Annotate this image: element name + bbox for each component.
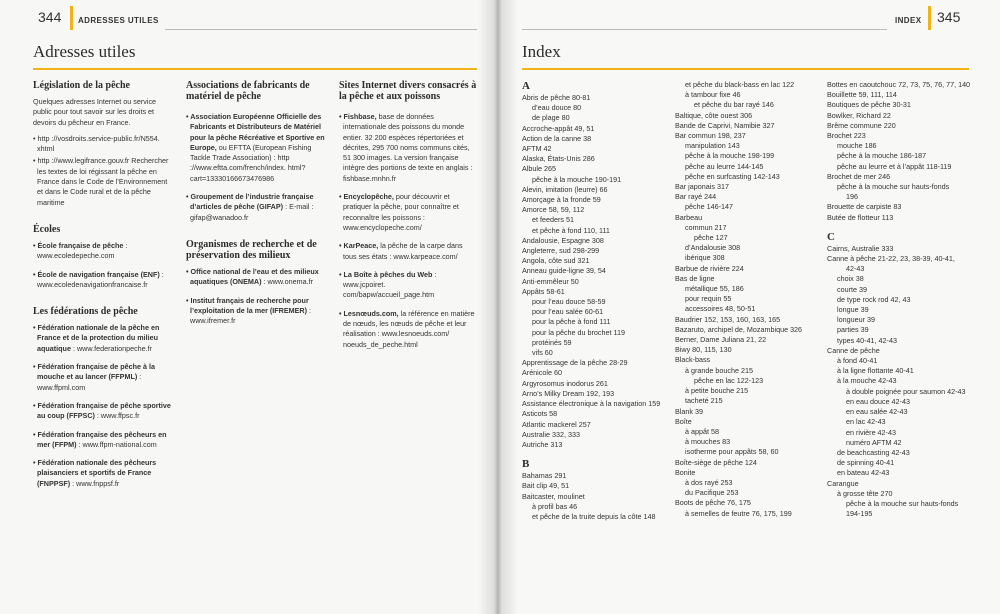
index-entry: Bazaruto, archipel de, Mozambique 326: [675, 324, 803, 334]
page-title: Adresses utiles: [33, 42, 136, 61]
index-entry: ibérique 308: [685, 253, 725, 263]
index-entry: en eau salée 42-43: [846, 407, 908, 417]
list-item: • Institut français de recherche pour l’exploitation de la mer (IFREMER) : www.ifremer.fr: [186, 295, 312, 326]
index-entry: parties 39: [837, 325, 869, 335]
index-entry: numéro AFTM 42: [846, 437, 902, 447]
index-entry: courte 39: [837, 284, 867, 294]
index-entry: choix 38: [837, 274, 864, 284]
index-entry: Alevin, imitation (leurre) 66: [522, 184, 608, 194]
link-legifrance[interactable]: • http ://www.legifrance.gouv.fr Rechercher les textes de loi régissant la pêche en France dans le Code de l’Environnement et dans le Code rural et de la pêche maritime: [33, 156, 169, 207]
index-entry: longue 39: [837, 305, 869, 315]
index-column-1: [522, 80, 672, 522]
index-entry: pêche au leurre et à l’appât 118-119: [837, 161, 952, 171]
index-entry: pêche en lac 122-123: [694, 375, 764, 385]
index-entry: Canne de pêche: [827, 345, 880, 355]
index-entry: 196: [846, 192, 858, 202]
running-header: ADRESSES UTILES: [78, 16, 159, 25]
index-entry: pêche à la mouche 186-187: [837, 151, 927, 161]
index-entry: 194-195: [846, 509, 873, 519]
index-entry: Angola, côte sud 321: [522, 256, 590, 266]
index-column-2: [675, 80, 827, 519]
index-entry: Assistance électronique à la navigation 159: [522, 399, 661, 409]
index-letter-heading: C: [827, 230, 835, 243]
index-entry: Butée de flotteur 113: [827, 212, 894, 222]
header-rule: [522, 29, 887, 30]
list-item: • Fédération française des pêcheurs en mer (FFPM) : www.ffpm-national.com: [33, 429, 167, 449]
index-entry: Asticots 58: [522, 409, 558, 419]
index-entry: de beachcasting 42-43: [837, 447, 910, 457]
index-column-3: [827, 80, 977, 519]
index-entry: pour l’eau salée 60-61: [532, 307, 604, 317]
index-entry: à appât 58: [685, 426, 719, 436]
index-entry: Bar rayé 244: [675, 192, 717, 202]
section-heading-sites: Sites Internet divers consacrés à la pêche et aux poissons: [339, 80, 477, 102]
left-page: [0, 0, 497, 614]
index-entry: pêche au leurre 144-145: [685, 161, 764, 171]
index-entry: commun 217: [685, 222, 727, 232]
list-item: • Groupement de l’industrie française d’articles de pêche (GIFAP) : E-mail : gifap@wanadoo.fr: [186, 192, 314, 222]
index-entry: Boîte: [675, 416, 692, 426]
index-entry: Berner, Dame Juliana 21, 22: [675, 335, 767, 345]
list-item: • Fishbase, base de données internationale des poissons du monde entier. 32 200 espèces répertoriées et décrites, 295 700 noms communs cités, 51 300 images. La version française intègre des portions de texte en anglais : fishbase.mnhn.fr: [339, 112, 473, 183]
index-entry: Brochet 223: [827, 131, 866, 141]
list-item: • Fédération française de pêche à la mouche et au lancer (FFPML) : www.ffpml.com: [33, 362, 155, 392]
index-entry: Autriche 313: [522, 439, 563, 449]
folio-accent-bar: [928, 6, 931, 30]
index-entry: du Pacifique 253: [685, 488, 739, 498]
index-entry: Bottes en caoutchouc 72, 73, 75, 76, 77, 140: [827, 80, 971, 89]
right-page: [497, 0, 1000, 614]
index-entry: Bait clip 49, 51: [522, 481, 570, 491]
index-entry: Cairns, Australie 333: [827, 243, 894, 253]
list-item: • Lesnœuds.com, la référence en matière de nœuds, les nœuds de pêche et leur réalisation : www.lesnoeuds.com/ noeuds_de_peche.html: [339, 308, 475, 349]
index-entry: Brochet de mer 246: [827, 171, 891, 181]
index-entry: Amorce 58, 59, 112: [522, 205, 585, 215]
index-entry: à fond 40-41: [837, 356, 878, 366]
legislation-intro: Quelques adresses Internet ou service public pour tout savoir sur les droits et devoirs du pêcheur en France.: [33, 97, 157, 127]
index-entry: d’Andalousie 308: [685, 243, 741, 253]
index-entry: Bowlker, Richard 22: [827, 110, 891, 120]
list-item: • École française de pêche : www.ecoledepeche.com: [33, 240, 128, 261]
index-entry: Atlantic mackerel 257: [522, 419, 591, 429]
title-underline: [33, 68, 477, 70]
index-entry: Baudrier 152, 153, 160, 163, 165: [675, 314, 781, 324]
left-column-3: [339, 80, 477, 358]
index-entry: de type rock rod 42, 43: [837, 294, 911, 304]
index-entry: Black-bass: [675, 355, 711, 365]
index-entry: Biwy 80, 115, 130: [675, 345, 732, 355]
index-entry: à la mouche 42-43: [837, 376, 897, 386]
title-underline: [522, 68, 969, 70]
list-item: • Fédération nationale de la pêche en France et de la protection du milieu aquatique : www.federationpeche.fr: [33, 323, 160, 353]
index-entry: manipulation 143: [685, 141, 740, 151]
running-header: INDEX: [895, 16, 922, 25]
page-number: 345: [937, 9, 961, 25]
index-entry: pêche à la mouche sur hauts-fonds: [846, 498, 959, 508]
section-heading-associations: Associations de fabricants de matériel de pêche: [186, 80, 310, 102]
section-heading-ecoles: Écoles: [33, 223, 61, 235]
index-entry: Baltique, côte ouest 306: [675, 110, 753, 120]
index-entry: Carangue: [827, 478, 859, 488]
index-entry: en rivière 42-43: [846, 427, 896, 437]
index-entry: pour l’eau douce 58-59: [532, 297, 606, 307]
index-entry: à semelles de feutre 76, 175, 199: [685, 508, 792, 518]
index-entry: en eau douce 42-43: [846, 396, 910, 406]
index-entry: longueur 39: [837, 315, 875, 325]
index-entry: pêche 146-147: [685, 202, 733, 212]
index-entry: pêche à la mouche sur hauts-fonds: [837, 182, 950, 192]
index-entry: Boutiques de pêche 30-31: [827, 100, 911, 110]
index-entry: Argyrosomus inodorus 261: [522, 378, 608, 388]
index-entry: types 40-41, 42-43: [837, 335, 897, 345]
index-entry: Appâts 58-61: [522, 286, 565, 296]
list-item: • La Boîte à pêches du Web : www.jcpoiret. com/bapw/accueil_page.htm: [339, 269, 437, 300]
index-entry: Bar commun 198, 237: [675, 131, 746, 141]
index-entry: AFTM 42: [522, 144, 552, 154]
index-entry: à grande bouche 215: [685, 365, 753, 375]
index-entry: à double poignée pour saumon 42-43: [846, 386, 966, 396]
index-entry: Anneau guide-ligne 39, 54: [522, 266, 606, 276]
index-entry: Angleterre, sud 298-299: [522, 246, 600, 256]
index-entry: et pêche du bar rayé 146: [694, 100, 774, 110]
page-number: 344: [38, 9, 62, 25]
index-entry: en bateau 42-43: [837, 468, 890, 478]
index-entry: Boîte-siège de pêche 124: [675, 457, 757, 467]
index-entry: à grosse tête 270: [837, 488, 893, 498]
index-entry: et pêche de la truite depuis la côte 148: [532, 511, 656, 521]
index-entry: à tambour fixe 46: [685, 90, 741, 100]
index-entry: pêche à la mouche 198-199: [685, 151, 775, 161]
index-entry: en lac 42-43: [846, 417, 886, 427]
index-entry: Brême commune 220: [827, 120, 896, 130]
index-entry: pêche en surfcasting 142-143: [685, 171, 780, 181]
list-item: • Fédération nationale des pêcheurs plaisanciers et sportifs de France (FNPPSF) : www.fnppsf.fr: [33, 458, 157, 488]
index-entry: Alaska, États-Unis 286: [522, 154, 595, 164]
index-entry: Amorçage à la fronde 59: [522, 195, 601, 205]
left-column-2: [186, 80, 328, 334]
index-entry: à la ligne flottante 40-41: [837, 366, 914, 376]
left-column-1: [33, 80, 173, 497]
index-entry: Apprentissage de la pêche 28-29: [522, 358, 628, 368]
index-entry: Andalousie, Espagne 308: [522, 235, 604, 245]
section-heading-organismes: Organismes de recherche et de préservation des milieux: [186, 238, 317, 261]
index-entry: accessoires 48, 50-51: [685, 304, 756, 314]
index-entry: à mouches 83: [685, 437, 731, 447]
index-entry: Arno’s Milky Dream 192, 193: [522, 388, 615, 398]
index-entry: de plage 80: [532, 113, 570, 123]
index-entry: Australie 332, 333: [522, 429, 580, 439]
index-letter-heading: A: [522, 80, 530, 92]
index-entry: protéinés 59: [532, 337, 572, 347]
link-service-public[interactable]: • http ://vosdroits.service-public.fr/N554. xhtml: [33, 133, 160, 154]
page-title: Index: [522, 42, 561, 61]
index-entry: Arénicole 60: [522, 368, 562, 378]
index-entry: vifs 60: [532, 348, 553, 358]
index-entry: Blank 39: [675, 406, 703, 416]
index-entry: métallique 55, 186: [685, 284, 744, 294]
index-entry: Bahamas 291: [522, 471, 567, 481]
index-entry: pour la pêche à fond 111: [532, 317, 611, 327]
index-entry: Action de la canne 38: [522, 133, 592, 143]
index-entry: Accroche-appât 49, 51: [522, 123, 595, 133]
list-item: • Office national de l’eau et des milieux aquatiques (ONEMA) : www.onema.fr: [186, 266, 319, 287]
index-letter-heading: B: [522, 458, 530, 471]
index-entry: pêche à la mouche 190-191: [532, 174, 622, 184]
section-heading-legislation: Législation de la pêche: [33, 80, 130, 91]
index-entry: Bar japonais 317: [675, 182, 729, 192]
index-entry: Abris de pêche 80-81: [522, 93, 591, 102]
index-entry: Boots de pêche 76, 175: [675, 498, 751, 508]
index-entry: pour la pêche du brochet 119: [532, 327, 625, 337]
index-entry: Bouillette 59, 111, 114: [827, 90, 897, 100]
list-item: • Fédération française de pêche sportive au coup (FFPSC) : www.ffpsc.fr: [33, 400, 171, 421]
index-entry: et pêche du black-bass en lac 122: [685, 80, 795, 89]
index-entry: mouche 186: [837, 141, 877, 151]
index-entry: Barbue de rivière 224: [675, 263, 744, 273]
index-entry: pêche 127: [694, 233, 728, 243]
index-entry: Barbeau: [675, 212, 703, 222]
list-item: • École de navigation française (ENF) : www.ecoledenavigationfrancaise.fr: [33, 269, 164, 289]
list-item: • Encyclopêche, pour découvrir et pratiquer la pêche, pour connaître et reconnaître les poissons : www.encyclopeche.com/: [339, 192, 459, 232]
header-rule: [165, 29, 477, 30]
index-entry: Canne à pêche 21-22, 23, 38-39, 40-41,: [827, 254, 955, 264]
list-item: • KarPeace, la pêche de la carpe dans tous ses états : www.karpeace.com/: [339, 241, 463, 261]
index-entry: pour requin 55: [685, 294, 732, 304]
index-entry: à profil bas 46: [532, 501, 578, 511]
index-entry: Bonite: [675, 467, 696, 477]
index-entry: Baitcaster, moulinet: [522, 491, 585, 501]
index-entry: d’eau douce 80: [532, 103, 582, 113]
index-entry: tacheté 215: [685, 396, 723, 406]
index-entry: Bas de ligne: [675, 273, 715, 283]
index-entry: et pêche à fond 110, 111: [532, 225, 610, 235]
index-entry: à petite bouche 215: [685, 386, 749, 396]
list-item: • Association Européenne Officielle des Fabricants et Distributeurs de Matériel pour la pêche Récréative et Sportive en Europe, ou EFTTA (European Fishing Tackle Trade Association) : http ://www.eftta.com/french/index. html?cart=13330166673476986: [186, 112, 325, 183]
index-entry: Anti-emmêleur 50: [522, 276, 579, 286]
index-entry: de spinning 40-41: [837, 458, 895, 468]
index-entry: Brouette de carpiste 83: [827, 202, 902, 212]
index-entry: Bande de Caprivi, Namibie 327: [675, 120, 775, 130]
index-entry: et feeders 51: [532, 215, 574, 225]
index-entry: à dos rayé 253: [685, 477, 733, 487]
folio-accent-bar: [70, 6, 73, 30]
section-heading-federations: Les fédérations de pêche: [33, 306, 138, 318]
index-entry: 42-43: [846, 264, 865, 274]
index-entry: isotherme pour appâts 58, 60: [685, 447, 779, 457]
index-entry: Albule 265: [522, 164, 556, 174]
